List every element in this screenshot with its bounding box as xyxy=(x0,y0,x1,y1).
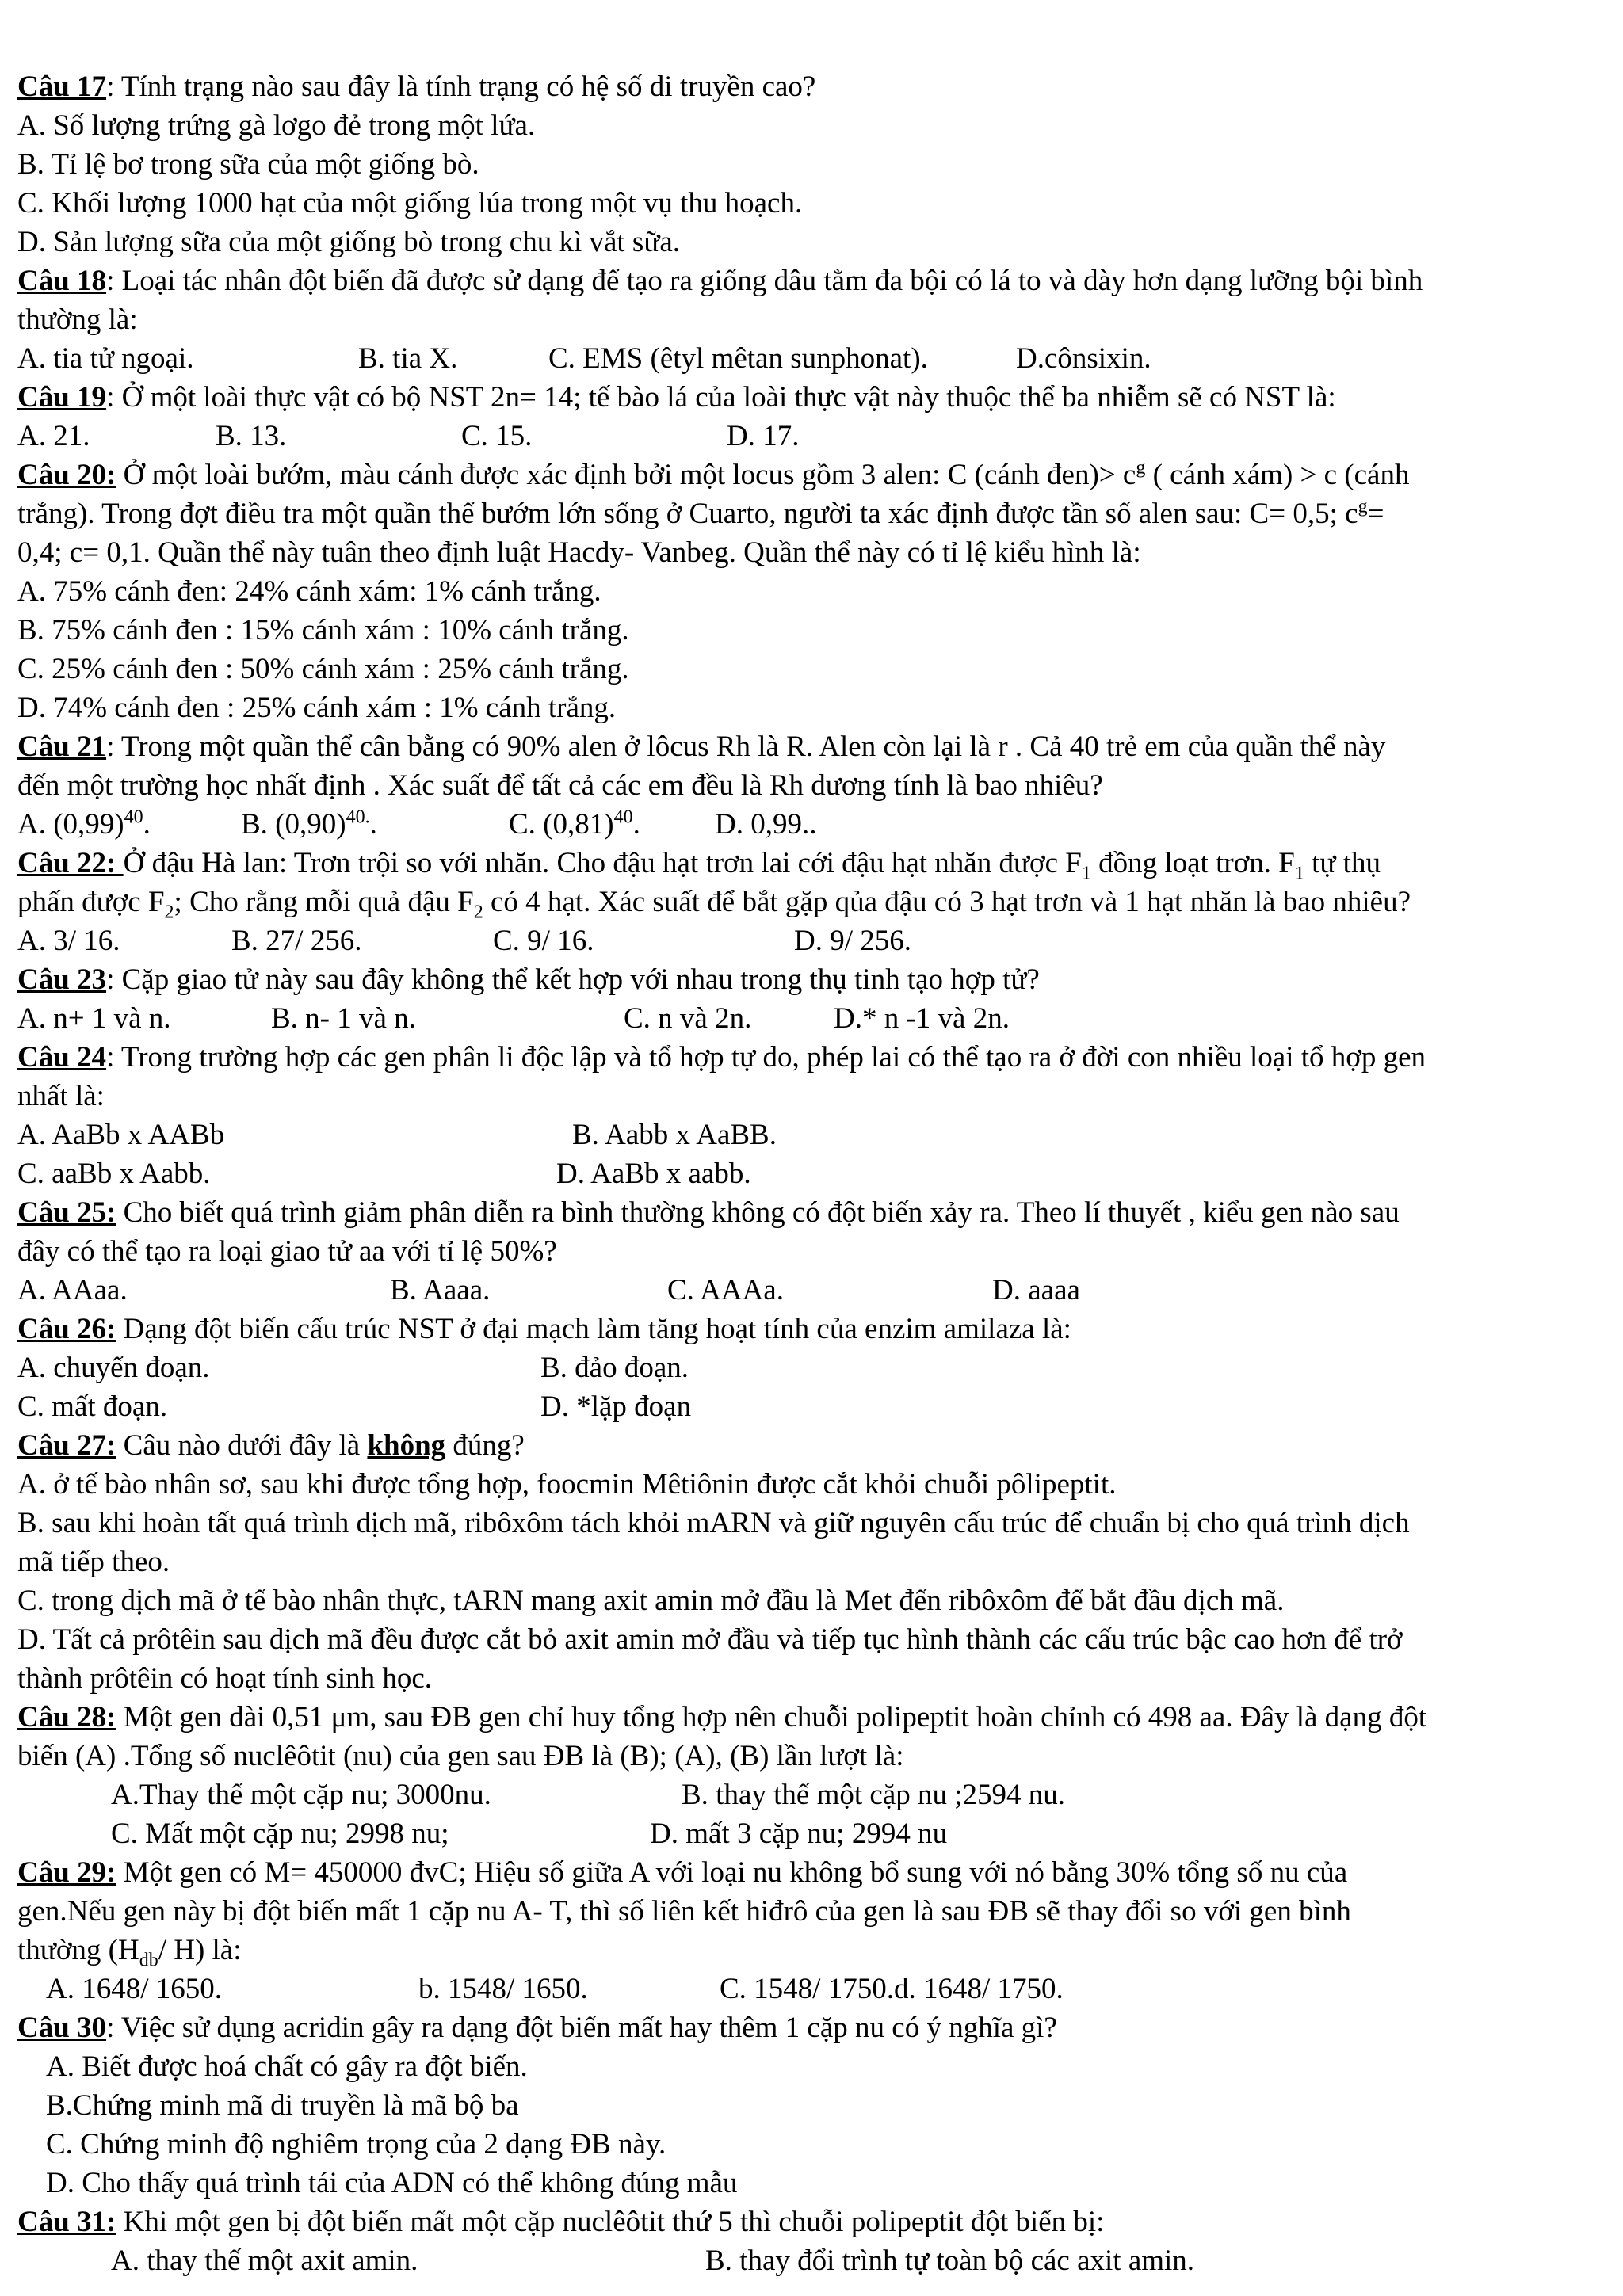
q24-options-row2 xyxy=(17,1157,1602,1192)
q19-option-d: D. 17. xyxy=(727,420,800,452)
q20-text-1b: ( cánh xám) > c (cánh xyxy=(1145,459,1410,491)
q17-option-a: A. Số lượng trứng gà lơgo đẻ trong một lứa. xyxy=(17,109,536,142)
q18-option-b: B. tia X. xyxy=(358,342,458,375)
q28-stem-cont: biến (A) .Tổng số nuclêôtit (nu) của gen sau ĐB là (B); (A), (B) lần lượt là: xyxy=(17,1740,904,1772)
q17-stem xyxy=(17,70,815,105)
q26-stem xyxy=(17,1312,1071,1347)
q26-option-d: D. *lặp đoạn xyxy=(540,1390,692,1423)
q20-sup-2: g xyxy=(1358,496,1368,517)
q21-options xyxy=(17,807,1602,842)
q21-b-exp: 40. xyxy=(346,807,370,828)
q21-option-b xyxy=(241,807,377,842)
q27-option-d-cont: thành prôtêin có hoạt tính sinh học. xyxy=(17,1662,433,1695)
q21-stem-cont: đến một trường học nhất định . Xác suất để tất cả các em đều là Rh dương tính là bao nhiêu? xyxy=(17,769,1103,802)
q27-option-d: D. Tất cả prôtêin sau dịch mã đều được cắt bỏ axit amin mở đầu và tiếp tục hình thành các cấu trúc bậc cao hơn để trở xyxy=(17,1623,1403,1656)
q27-emphasis: không xyxy=(367,1429,446,1462)
q25-stem-cont: đây có thể tạo ra loại giao tử aa với tỉ lệ 50%? xyxy=(17,1235,557,1268)
q26-text: Dạng đột biến cấu trúc NST ở đại mạch làm tăng hoạt tính của enzim amilaza là: xyxy=(116,1313,1071,1345)
q27-text-b: đúng? xyxy=(445,1429,525,1462)
q17-option-c: C. Khối lượng 1000 hạt của một giống lúa trong một vụ thu hoạch. xyxy=(17,187,803,219)
q19-option-a: A. 21. xyxy=(17,420,90,452)
q21-option-a xyxy=(17,807,151,842)
q25-option-b: B. Aaaa. xyxy=(390,1274,491,1306)
q26-options-row1 xyxy=(17,1351,1602,1386)
q22-sub-1: 1 xyxy=(1081,863,1091,884)
q23-number: Câu 23 xyxy=(17,963,107,996)
q30-option-a: A. Biết được hoá chất có gây ra đột biến. xyxy=(46,2050,528,2083)
q23-option-c: C. n và 2n. xyxy=(624,1002,752,1035)
q29-text-3b: / H) là: xyxy=(158,1934,242,1966)
q21-option-d: D. 0,99.. xyxy=(715,808,817,841)
q25-text: Cho biết quá trình giảm phân diễn ra bình thường không có đột biến xảy ra. Theo lí thuyết , kiểu gen nào sau xyxy=(116,1196,1400,1229)
q23-option-a: A. n+ 1 và n. xyxy=(17,1002,171,1035)
q20-text-2a: trắng). Trong đợt điều tra một quần thể bướm lớn sống ở Cuarto, người ta xác định được tần số alen sau: C= 0,5; c xyxy=(17,498,1358,530)
q18-stem xyxy=(17,264,1423,299)
q28-option-b: B. thay thế một cặp nu ;2594 nu. xyxy=(682,1779,1066,1811)
q26-option-a: A. chuyển đoạn. xyxy=(17,1352,210,1384)
q29-sub: đb xyxy=(139,1950,158,1971)
q28-options-row1 xyxy=(111,1778,1601,1813)
q27-option-a: A. ở tế bào nhân sơ, sau khi được tổng hợp, foocmin Mêtiônin được cắt khỏi chuỗi pôlipeptit. xyxy=(17,1468,1117,1501)
q26-number: Câu 26: xyxy=(17,1313,116,1345)
q26-option-c: C. mất đoạn. xyxy=(17,1390,168,1423)
q22-number: Câu 22: xyxy=(17,847,124,879)
q22-text-2b: ; Cho rằng mỗi quả đậu F xyxy=(174,886,474,918)
q29-text: Một gen có M= 450000 đvC; Hiệu số giữa A với loại nu không bổ sung với nó bằng 30% tổng số nu của xyxy=(116,1856,1348,1889)
q28-number: Câu 28: xyxy=(17,1701,116,1733)
q23-stem xyxy=(17,963,1040,997)
q29-number: Câu 29: xyxy=(17,1856,116,1889)
q24-stem xyxy=(17,1040,1426,1075)
q25-option-a: A. AAaa. xyxy=(17,1274,128,1306)
q18-option-c: C. EMS (êtyl mêtan sunphonat). xyxy=(548,342,928,375)
q23-options xyxy=(17,1001,1602,1036)
q21-a-end: . xyxy=(143,808,151,841)
q31-options xyxy=(111,2244,1601,2279)
q25-option-d: D. aaaa xyxy=(992,1274,1080,1306)
q22-text-1a: Ở đậu Hà lan: Trơn trội so với nhăn. Cho đậu hạt trơn lai cới đậu hạt nhăn được F xyxy=(123,847,1082,879)
q29-option-b: b. 1548/ 1650. xyxy=(418,1973,588,2005)
q28-text: Một gen dài 0,51 μm, sau ĐB gen chỉ huy tổng hợp nên chuỗi polipeptit hoàn chỉnh có 498 aa. Đây là dạng đột xyxy=(116,1701,1427,1733)
q29-text-3a: thường (H xyxy=(17,1934,139,1966)
q20-option-b: B. 75% cánh đen : 15% cánh xám : 10% cánh trắng. xyxy=(17,614,629,646)
q23-text: : Cặp giao tử này sau đây không thể kết hợp với nhau trong thụ tinh tạo hợp tử? xyxy=(106,963,1040,996)
q24-stem-cont: nhất là: xyxy=(17,1080,105,1112)
q27-number: Câu 27: xyxy=(17,1429,116,1462)
q22-text-2a: phấn được F xyxy=(17,886,165,918)
q19-options xyxy=(17,419,1602,454)
q30-text: : Việc sử dụng acridin gây ra dạng đột biến mất hay thêm 1 cặp nu có ý nghĩa gì? xyxy=(106,2012,1057,2044)
q29-stem xyxy=(17,1855,1347,1890)
q30-option-d: D. Cho thấy quá trình tái của ADN có thể không đúng mẫu xyxy=(46,2167,738,2199)
q19-option-c: C. 15. xyxy=(461,420,533,452)
q30-number: Câu 30 xyxy=(17,2012,107,2044)
q29-stem-cont: gen.Nếu gen này bị đột biến mất 1 cặp nu A- T, thì số liên kết hiđrô của gen là sau ĐB sẽ thay đổi so với gen bình xyxy=(17,1895,1351,1928)
q22-sub-4: 2 xyxy=(473,902,483,923)
q26-option-b: B. đảo đoạn. xyxy=(540,1352,689,1384)
q29-option-a: A. 1648/ 1650. xyxy=(46,1973,222,2005)
q18-stem-cont: thường là: xyxy=(17,303,138,336)
q24-option-b: B. Aabb x AaBB. xyxy=(572,1119,777,1151)
q27-option-c: C. trong dịch mã ở tế bào nhân thực, tARN mang axit amin mở đầu là Met đến ribôxôm để bắt đầu dịch mã. xyxy=(17,1585,1285,1617)
q31-option-b: B. thay đổi trình tự toàn bộ các axit amin. xyxy=(705,2245,1195,2277)
q31-stem xyxy=(17,2205,1104,2240)
q28-option-a: A.Thay thế một cặp nu; 3000nu. xyxy=(111,1779,491,1811)
q25-options xyxy=(17,1273,1602,1308)
q26-options-row2 xyxy=(17,1390,1602,1425)
q23-option-b: B. n- 1 và n. xyxy=(271,1002,416,1035)
q28-options-row2 xyxy=(111,1817,1601,1852)
q20-number: Câu 20: xyxy=(17,459,116,491)
q29-options xyxy=(46,1972,1583,2007)
q17-option-b: B. Tỉ lệ bơ trong sữa của một giống bò. xyxy=(17,148,479,181)
q22-sub-3: 2 xyxy=(164,902,174,923)
q31-option-a: A. thay thế một axit amin. xyxy=(111,2245,418,2277)
q21-c-end: . xyxy=(632,808,640,841)
q28-stem xyxy=(17,1700,1426,1735)
q31-number: Câu 31: xyxy=(17,2206,116,2238)
q20-stem-cont2: 0,4; c= 0,1. Quần thể này tuân theo định luật Hacdy- Vanbeg. Quần thể này có tỉ lệ kiểu hình là: xyxy=(17,536,1141,569)
q20-text-1a: Ở một loài bướm, màu cánh được xác định bởi một locus gồm 3 alen: C (cánh đen)> c xyxy=(116,459,1136,491)
q21-stem xyxy=(17,730,1385,765)
q22-options xyxy=(17,924,1602,959)
q22-option-c: C. 9/ 16. xyxy=(493,925,594,957)
q22-option-b: B. 27/ 256. xyxy=(231,925,362,957)
q17-number: Câu 17 xyxy=(17,71,107,103)
q22-text-2c: có 4 hạt. Xác suất để bắt gặp qủa đậu có 3 hạt trơn và 1 hạt nhăn là bao nhiêu? xyxy=(483,886,1411,918)
q24-number: Câu 24 xyxy=(17,1041,107,1074)
q21-text: : Trong một quần thể cân bằng có 90% alen ở lôcus Rh là R. Alen còn lại là r . Cả 40 trẻ em của quần thể này xyxy=(106,730,1386,763)
q21-option-c xyxy=(509,807,640,842)
q21-a-base: A. (0,99) xyxy=(17,808,124,841)
q27-text-a: Câu nào dưới đây là xyxy=(116,1429,368,1462)
q24-option-c: C. aaBb x Aabb. xyxy=(17,1158,211,1190)
q17-option-d: D. Sản lượng sữa của một giống bò trong chu kì vắt sữa. xyxy=(17,226,681,258)
q23-option-d: D.* n -1 và 2n. xyxy=(834,1002,1010,1035)
q20-sup-1: g xyxy=(1136,457,1146,479)
q24-option-a: A. AaBb x AABb xyxy=(17,1119,225,1151)
q20-option-c: C. 25% cánh đen : 50% cánh xám : 25% cánh trắng. xyxy=(17,653,629,685)
q31-text: Khi một gen bị đột biến mất một cặp nuclêôtit thứ 5 thì chuỗi polipeptit đột biến bị: xyxy=(116,2206,1105,2238)
q21-a-exp: 40 xyxy=(124,807,143,828)
q22-stem-cont xyxy=(17,885,1411,923)
q18-number: Câu 18 xyxy=(17,265,107,297)
q27-option-b: B. sau khi hoàn tất quá trình dịch mã, ribôxôm tách khỏi mARN và giữ nguyên cấu trúc để chuẩn bị cho quá trình dịch xyxy=(17,1507,1410,1539)
q25-stem xyxy=(17,1196,1400,1230)
q20-stem-cont xyxy=(17,497,1384,532)
q25-number: Câu 25: xyxy=(17,1196,116,1229)
q21-c-base: C. (0,81) xyxy=(509,808,614,841)
q30-stem xyxy=(17,2011,1057,2046)
q19-stem xyxy=(17,380,1336,415)
q22-text-1c: tự thụ xyxy=(1304,847,1381,879)
q20-stem xyxy=(17,458,1409,493)
q18-option-d: D.cônsixin. xyxy=(1016,342,1151,375)
q27-stem xyxy=(17,1428,525,1463)
q19-text: : Ở một loài thực vật có bộ NST 2n= 14; tế bào lá của loài thực vật này thuộc thể ba nhiễm sẽ có NST là: xyxy=(106,381,1336,414)
q21-b-base: B. (0,90) xyxy=(241,808,346,841)
q29-option-cd: C. 1548/ 1750.d. 1648/ 1750. xyxy=(720,1973,1064,2005)
q22-option-a: A. 3/ 16. xyxy=(17,925,120,957)
q25-option-c: C. AAAa. xyxy=(667,1274,784,1306)
q28-option-d: D. mất 3 cặp nu; 2994 nu xyxy=(650,1817,948,1850)
q21-b-end: . xyxy=(369,808,377,841)
q24-text: : Trong trường hợp các gen phân li độc lập và tổ hợp tự do, phép lai có thể tạo ra ở đời con nhiều loại tổ hợp gen xyxy=(106,1041,1426,1074)
q21-number: Câu 21 xyxy=(17,730,107,763)
q20-option-d: D. 74% cánh đen : 25% cánh xám : 1% cánh trắng. xyxy=(17,692,617,724)
q21-c-exp: 40 xyxy=(613,807,633,828)
q17-text: : Tính trạng nào sau đây là tính trạng có hệ số di truyền cao? xyxy=(106,71,816,103)
q22-stem xyxy=(17,846,1381,884)
q22-option-d: D. 9/ 256. xyxy=(794,925,911,957)
q24-options-row1 xyxy=(17,1118,1602,1153)
q19-number: Câu 19 xyxy=(17,381,107,414)
q30-option-b: B.Chứng minh mã di truyền là mã bộ ba xyxy=(46,2089,519,2122)
q24-option-d: D. AaBb x aabb. xyxy=(556,1158,751,1190)
q20-text-2b: = xyxy=(1367,498,1384,530)
q29-stem-cont2 xyxy=(17,1933,242,1971)
q18-text: : Loại tác nhân đột biến đã được sử dạng để tạo ra giống dâu tằm đa bội có lá to và dày hơn dạng lưỡng bội bình xyxy=(106,265,1423,297)
q27-option-b-cont: mã tiếp theo. xyxy=(17,1546,170,1578)
q20-option-a: A. 75% cánh đen: 24% cánh xám: 1% cánh trắng. xyxy=(17,575,601,608)
q19-option-b: B. 13. xyxy=(216,420,287,452)
q18-option-a: A. tia tử ngoại. xyxy=(17,342,194,375)
q22-text-1b: đồng loạt trơn. F xyxy=(1090,847,1295,879)
q18-options xyxy=(17,341,1602,376)
q30-option-c: C. Chứng minh độ nghiêm trọng của 2 dạng ĐB này. xyxy=(46,2128,666,2161)
q28-option-c: C. Mất một cặp nu; 2998 nu; xyxy=(111,1817,449,1850)
q22-sub-2: 1 xyxy=(1294,863,1304,884)
